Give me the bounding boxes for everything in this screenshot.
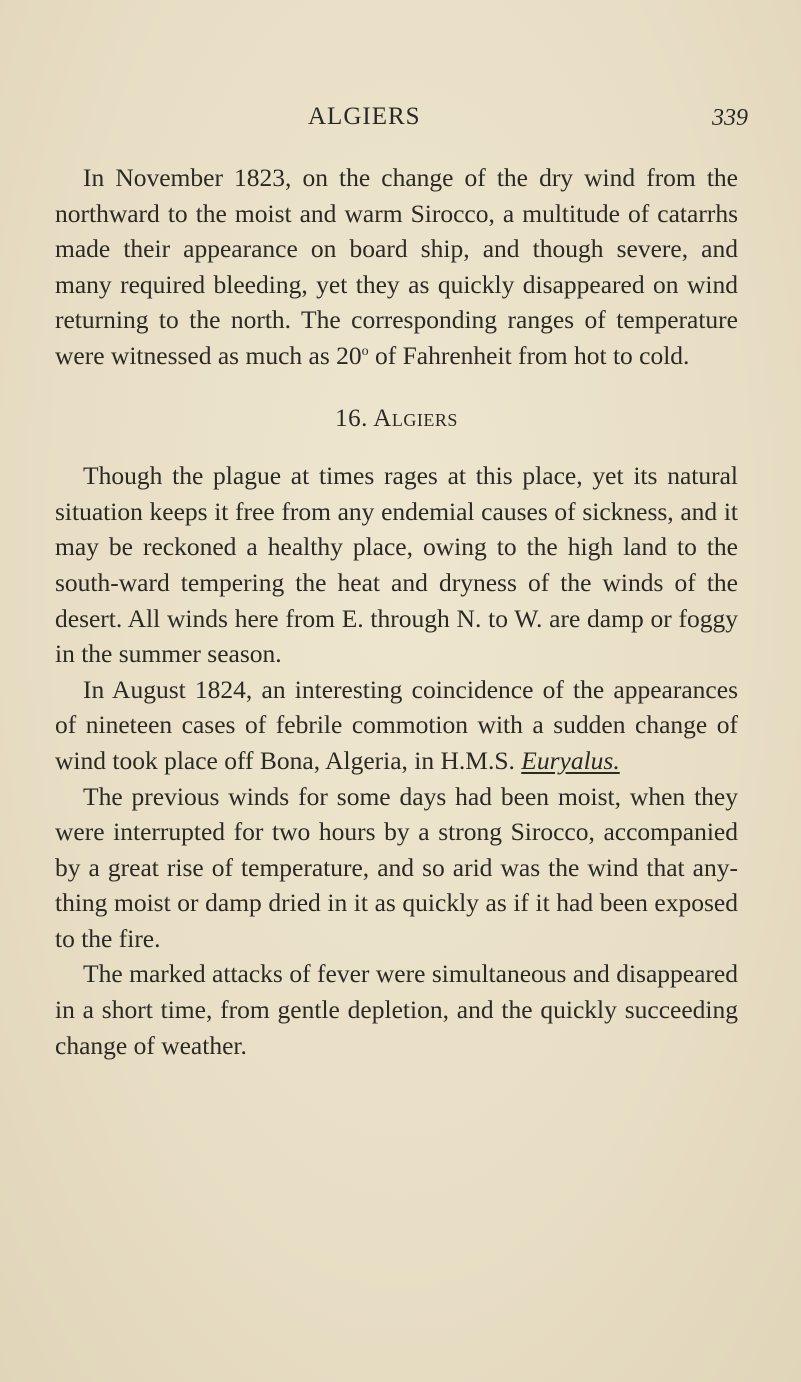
ship-name: Euryalus. — [521, 745, 620, 775]
page-header — [0, 103, 801, 143]
paragraph-text-end: of Fahrenheit from hot to cold. — [368, 340, 690, 370]
paragraph-plague: Though the plague at times rages at this place, yet its natural situation keeps it free from any endemial causes of sickness, and it may be reckoned a healthy place, owing to the high land to the south-ward tempering the heat and dryness of the winds of the desert. All winds here from E. through N. to W. are damp or foggy in the summer season. — [55, 461, 738, 669]
paragraph-text: In August 1824, an interesting coincidence of the appearances of nineteen cases of febrile commotion with a sudden change of wind took place off Bona, Algeria, in H.M.S. — [55, 674, 738, 775]
paragraph-fever-attacks: The marked attacks of fever were simultaneous and disappeared in a short time, from gentle depletion, and the quickly succeeding change of weather. — [55, 959, 738, 1060]
page-number: 339 — [712, 105, 748, 131]
paragraph-november-1823 — [55, 160, 738, 374]
paragraph-august-1824 — [55, 672, 738, 779]
section-heading: 16. Algiers — [335, 404, 458, 432]
paragraph-previous-winds: The previous winds for some days had been moist, when they were interrupted for two hours by a strong Sirocco, accompanied by a great rise of temperature, and so arid was the wind that any-thing moist or damp dried in it as quickly as if it had been exposed to the fire. — [55, 781, 738, 953]
paragraph-text: In November 1823, on the change of the dry wind from the northward to the moist and warm Sirocco, a multitude of catarrhs made their appearance on board ship, and though severe, and many required bleeding, yet they as quickly disappeared on wind returning to the north. The corresponding ranges of temperature were witnessed as much as 20 — [55, 163, 738, 370]
running-title: ALGIERS — [308, 103, 421, 130]
body-text — [55, 160, 738, 1063]
degree-symbol: o — [361, 343, 369, 359]
